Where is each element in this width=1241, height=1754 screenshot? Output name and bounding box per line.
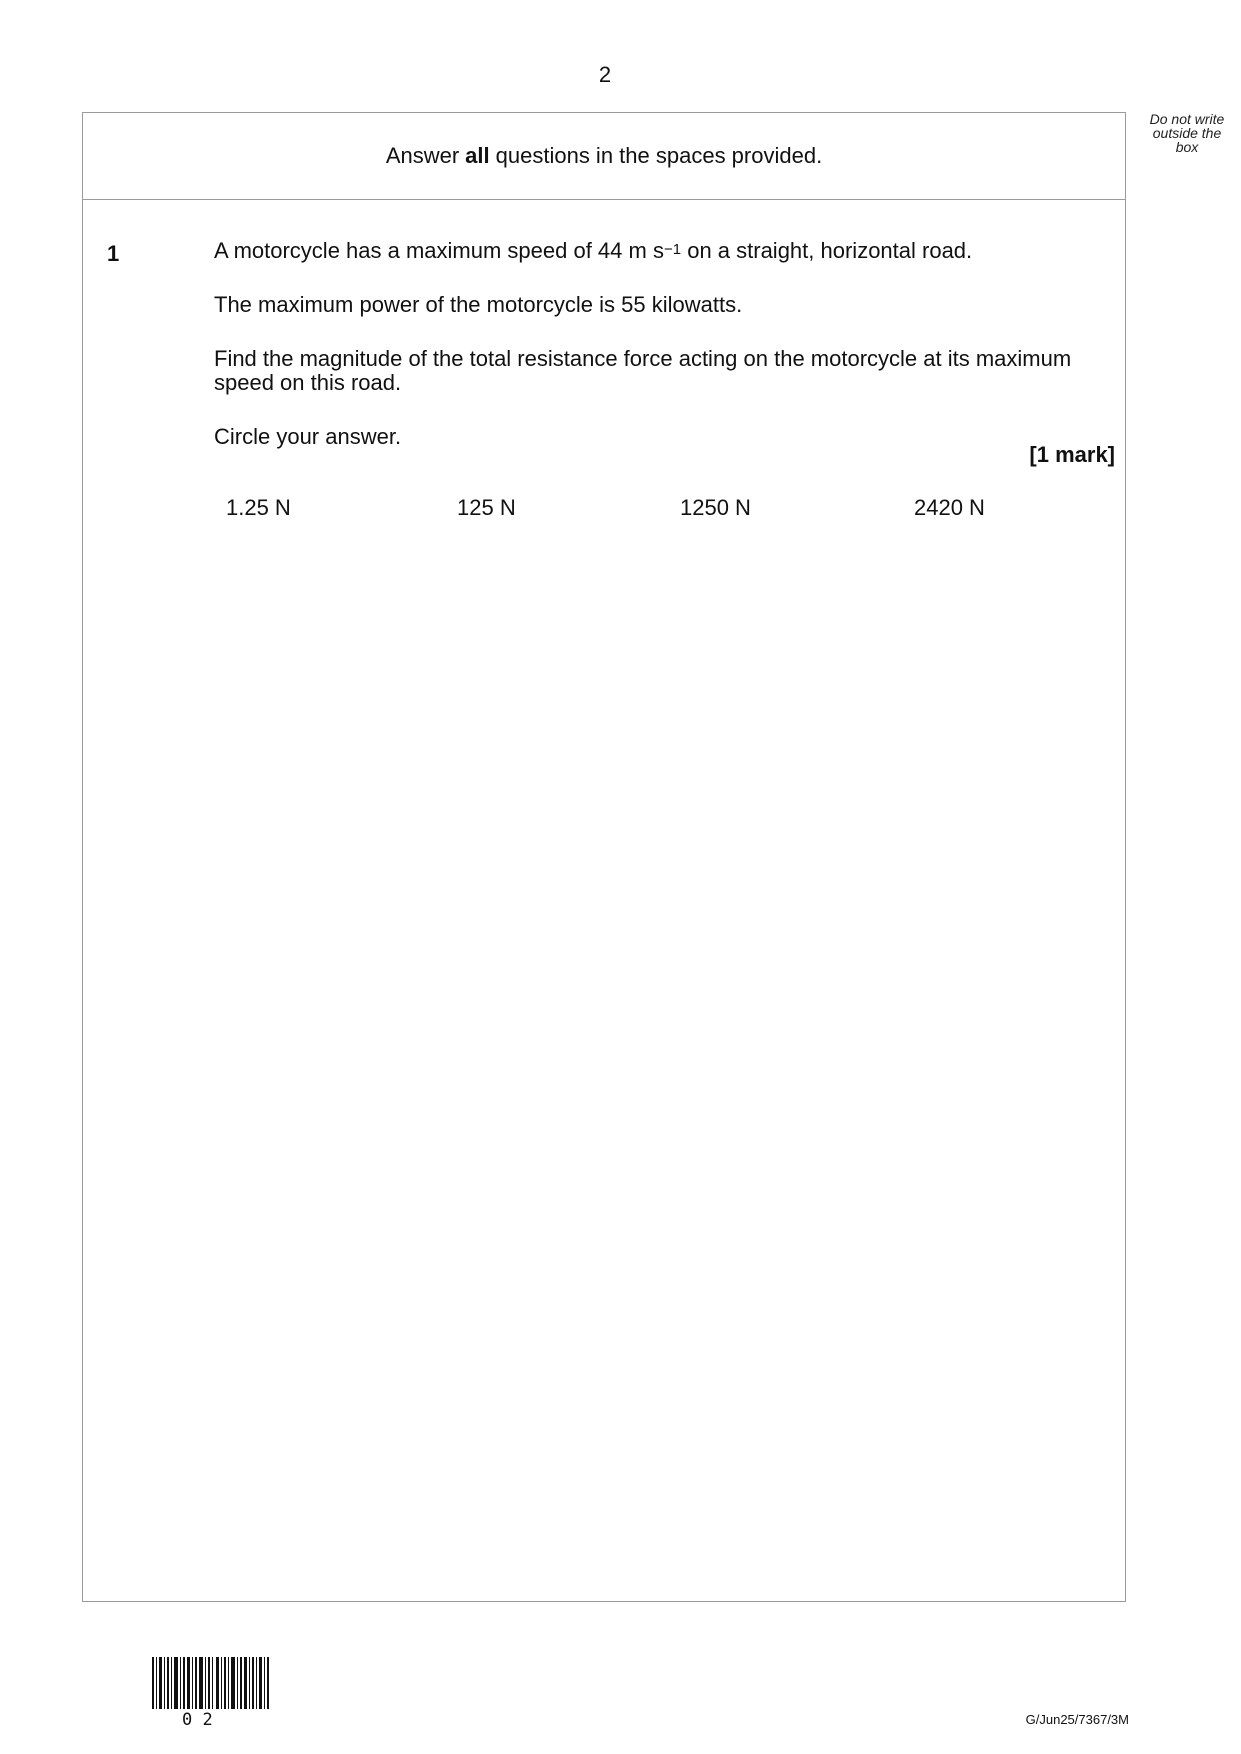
question-body: [214, 239, 1115, 526]
barcode: [152, 1657, 270, 1727]
question-instruction: Circle your answer.: [214, 424, 402, 449]
margin-note: Do not write outside the box: [1149, 111, 1225, 155]
footer-code: G/Jun25/7367/3M: [1025, 1712, 1129, 1727]
instructions-text-post: questions in the spaces provided.: [495, 143, 823, 168]
barcode-digits: 0 2: [182, 1710, 213, 1727]
instructions-text-pre: Answer: [385, 143, 460, 168]
answer-options: [214, 496, 1115, 526]
answer-option-1[interactable]: 1.25 N: [226, 495, 291, 520]
answer-option-4[interactable]: 2420 N: [914, 495, 985, 520]
mark-allocation: [1 mark]: [1029, 442, 1115, 467]
speed-text-post: on a straight, horizontal road.: [687, 238, 973, 263]
question-line-task: Find the magnitude of the total resistance force acting on the motorcycle at its maximum speed on this road.: [214, 346, 1072, 395]
question-line-speed: [214, 239, 1115, 263]
question-number: 1: [107, 241, 120, 266]
speed-text-pre: A motorcycle has a maximum speed of 44 m s: [214, 238, 664, 263]
speed-unit-exponent: −1: [663, 241, 682, 258]
page-number: 2: [598, 62, 612, 87]
answer-option-2[interactable]: 125 N: [457, 495, 516, 520]
question-line-power: The maximum power of the motorcycle is 55 kilowatts.: [214, 292, 743, 317]
instructions-text-bold: all: [465, 143, 490, 168]
answer-option-3[interactable]: 1250 N: [680, 495, 751, 520]
instructions-header: [83, 113, 1125, 200]
answer-box: [82, 112, 1126, 1602]
